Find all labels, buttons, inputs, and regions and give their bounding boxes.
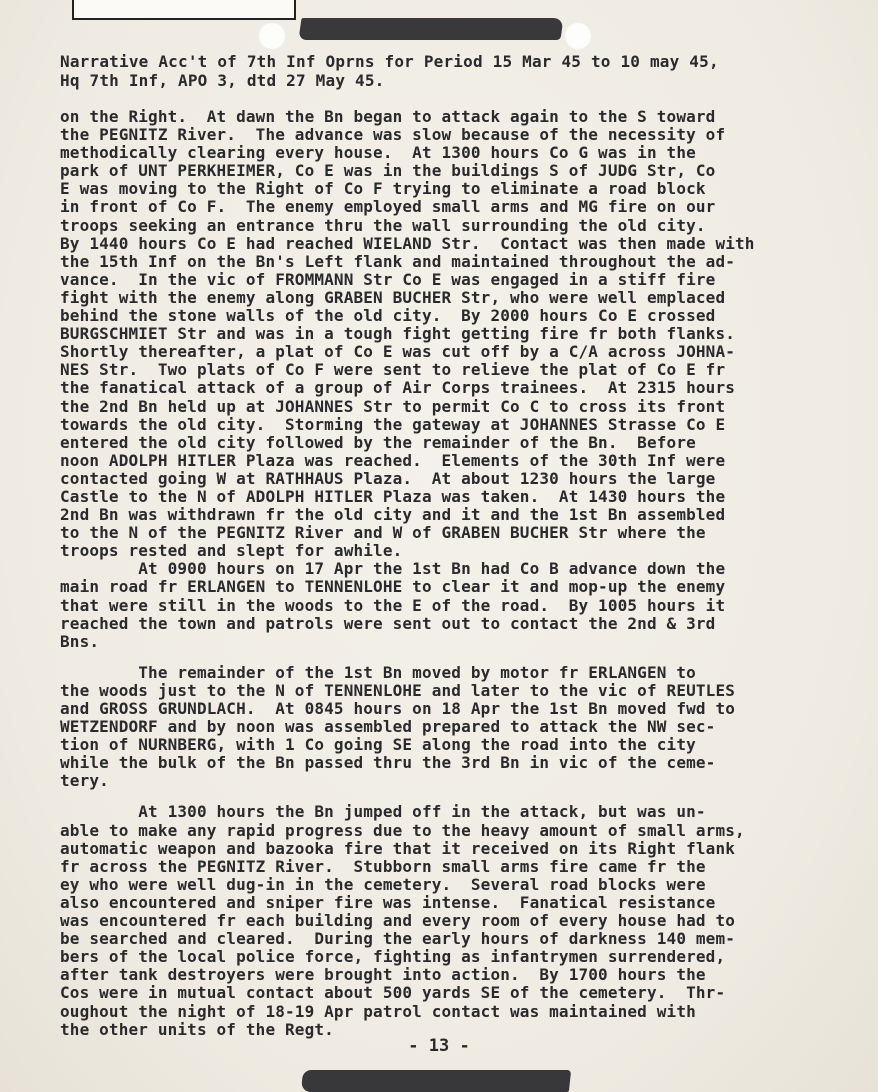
text-line: the PEGNITZ River. The advance was slow because of the necessity of bbox=[60, 125, 726, 145]
text-line: BURGSCHMIET Str and was in a tough fight getting fire fr both flanks. bbox=[60, 324, 736, 344]
text-line: By 1440 hours Co E had reached WIELAND Str. Contact was then made with bbox=[60, 233, 755, 253]
text-line: vance. In the vic of FROMMANN Str Co E was engaged in a stiff fire bbox=[60, 269, 716, 289]
punch-hole-left bbox=[258, 22, 286, 50]
text-line: behind the stone walls of the old city. By 2000 hours Co E crossed bbox=[60, 306, 716, 326]
top-label-box bbox=[72, 0, 296, 20]
text-line: Cos were in mutual contact about 500 yards SE of the cemetery. Thr- bbox=[60, 983, 726, 1003]
text-line: The remainder of the 1st Bn moved by motor fr ERLANGEN to bbox=[60, 662, 696, 682]
page-number: - 13 - bbox=[408, 1036, 470, 1056]
text-line: be searched and cleared. During the early hours of darkness 140 mem- bbox=[60, 929, 736, 949]
redaction-smudge-bottom bbox=[301, 1070, 571, 1092]
text-line: ey who were well dug-in in the cemetery. Several road blocks were bbox=[60, 874, 706, 894]
text-line: NES Str. Two plats of Co F were sent to relieve the plat of Co E fr bbox=[60, 360, 726, 380]
text-line: entered the old city followed by the remainder of the Bn. Before bbox=[60, 432, 696, 452]
text-line: the 15th Inf on the Bn's Left flank and maintained throughout the ad- bbox=[60, 251, 736, 271]
text-line bbox=[60, 651, 860, 664]
text-line: reached the town and patrols were sent out to contact the 2nd & 3rd bbox=[60, 613, 716, 633]
text-line: on the Right. At dawn the Bn began to attack again to the S toward bbox=[60, 107, 716, 126]
document-header bbox=[60, 52, 840, 90]
text-line: to the N of the PEGNITZ River and W of GRABEN BUCHER Str where the bbox=[60, 523, 706, 543]
text-line: Castle to the N of ADOLPH HITLER Plaza was taken. At 1430 hours the bbox=[60, 486, 726, 506]
text-line: after tank destroyers were brought into action. By 1700 hours the bbox=[60, 965, 706, 985]
text-line: was encountered fr each building and every room of every house had to bbox=[60, 911, 736, 931]
header-line-1: Narrative Acc't of 7th Inf Oprns for Period 15 Mar 45 to 10 may 45, bbox=[60, 52, 719, 71]
text-line: troops seeking an entrance thru the wall surrounding the old city. bbox=[60, 215, 706, 235]
text-line: the fanatical attack of a group of Air Corps trainees. At 2315 hours bbox=[60, 378, 736, 398]
text-line: WETZENDORF and by noon was assembled prepared to attack the NW sec- bbox=[60, 717, 716, 737]
text-line: 2nd Bn was withdrawn fr the old city and it and the 1st Bn assembled bbox=[60, 505, 726, 525]
text-line: the 2nd Bn held up at JOHANNES Str to permit Co C to cross its front bbox=[60, 396, 726, 416]
text-line: that were still in the woods to the E of the road. By 1005 hours it bbox=[60, 595, 726, 615]
text-line: while the bulk of the Bn passed thru the 3rd Bn in vic of the ceme- bbox=[60, 753, 716, 773]
text-line: towards the old city. Storming the gateway at JOHANNES Strasse Co E bbox=[60, 414, 726, 434]
text-line: At 0900 hours on 17 Apr the 1st Bn had Co B advance down the bbox=[60, 559, 726, 579]
text-line: also encountered and sniper fire was intense. Fanatical resistance bbox=[60, 892, 716, 912]
narrative-body bbox=[60, 108, 860, 1039]
redaction-smudge-top bbox=[298, 18, 563, 40]
text-line: main road fr ERLANGEN to TENNENLOHE to clear it and mop-up the enemy bbox=[60, 577, 726, 597]
text-line: the woods just to the N of TENNENLOHE and later to the vic of REUTLES bbox=[60, 680, 736, 700]
text-line: Shortly thereafter, a plat of Co E was cut off by a C/A across JOHNA- bbox=[60, 342, 736, 362]
text-line: troops rested and slept for awhile. bbox=[60, 541, 403, 561]
text-line: able to make any rapid progress due to the heavy amount of small arms, bbox=[60, 820, 745, 840]
text-line: contacted going W at RATHHAUS Plaza. At about 1230 hours the large bbox=[60, 468, 716, 488]
text-line: At 1300 hours the Bn jumped off in the attack, but was un- bbox=[60, 802, 706, 822]
text-line: noon ADOLPH HITLER Plaza was reached. Elements of the 30th Inf were bbox=[60, 450, 726, 470]
text-line: automatic weapon and bazooka fire that it received on its Right flank bbox=[60, 838, 736, 858]
header-line-2: Hq 7th Inf, APO 3, dtd 27 May 45. bbox=[60, 71, 385, 90]
text-line: park of UNT PERKHEIMER, Co E was in the buildings S of JUDG Str, Co bbox=[60, 161, 716, 181]
text-line: oughout the night of 18-19 Apr patrol contact was maintained with bbox=[60, 1001, 696, 1021]
text-line: tion of NURNBERG, with 1 Co going SE along the road into the city bbox=[60, 735, 696, 755]
text-line: the other units of the Regt. bbox=[60, 1019, 334, 1039]
text-line: Bns. bbox=[60, 631, 100, 651]
punch-hole-right bbox=[564, 22, 592, 50]
text-line: bers of the local police force, fighting as infantrymen surrendered, bbox=[60, 947, 726, 967]
text-line: and GROSS GRUNDLACH. At 0845 hours on 18 Apr the 1st Bn moved fwd to bbox=[60, 699, 736, 718]
text-line: tery. bbox=[60, 771, 109, 791]
text-line: in front of Co F. The enemy employed small arms and MG fire on our bbox=[60, 197, 716, 217]
text-line: fr across the PEGNITZ River. Stubborn small arms fire came fr the bbox=[60, 856, 706, 876]
text-line: fight with the enemy along GRABEN BUCHER Str, who were well emplaced bbox=[60, 287, 726, 307]
text-line: methodically clearing every house. At 1300 hours Co G was in the bbox=[60, 143, 696, 163]
text-line: E was moving to the Right of Co F trying to eliminate a road block bbox=[60, 179, 706, 199]
